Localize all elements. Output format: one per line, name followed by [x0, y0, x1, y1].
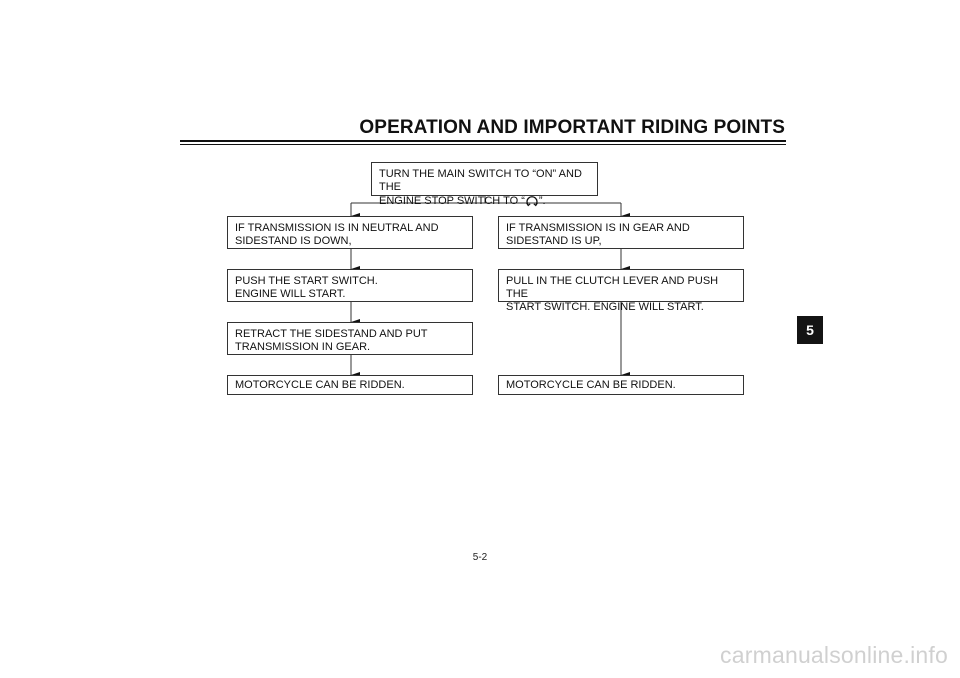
flow-box-right-1: IF TRANSMISSION IS IN GEAR AND SIDESTAND IS UP,	[498, 216, 744, 249]
start-line-2-prefix: ENGINE STOP SWITCH TO “	[379, 195, 525, 207]
flow-box-right-3: MOTORCYCLE CAN BE RIDDEN.	[498, 375, 744, 395]
start-line-2-suffix: ”.	[538, 195, 546, 207]
flow-box-right-2: PULL IN THE CLUTCH LEVER AND PUSH THE START SWITCH. ENGINE WILL START.	[498, 269, 744, 302]
page-number: 5-2	[472, 552, 488, 563]
flow-box-left-2: PUSH THE START SWITCH. ENGINE WILL START.	[227, 269, 473, 302]
flow-box-left-1: IF TRANSMISSION IS IN NEUTRAL AND SIDESTAND IS DOWN,	[227, 216, 473, 249]
engine-run-symbol-icon	[525, 194, 539, 207]
start-line-2	[379, 194, 590, 208]
footer-watermark: carmanualsonline.info	[720, 642, 948, 668]
section-tab[interactable]: 5	[797, 316, 823, 344]
flow-box-left-3: RETRACT THE SIDESTAND AND PUT TRANSMISSION IN GEAR.	[227, 322, 473, 355]
flow-box-left-4: MOTORCYCLE CAN BE RIDDEN.	[227, 375, 473, 395]
start-line-1: TURN THE MAIN SWITCH TO “ON” AND THE	[379, 168, 582, 193]
page-title: OPERATION AND IMPORTANT RIDING POINTS	[359, 117, 785, 138]
flow-box-start	[371, 162, 598, 207]
